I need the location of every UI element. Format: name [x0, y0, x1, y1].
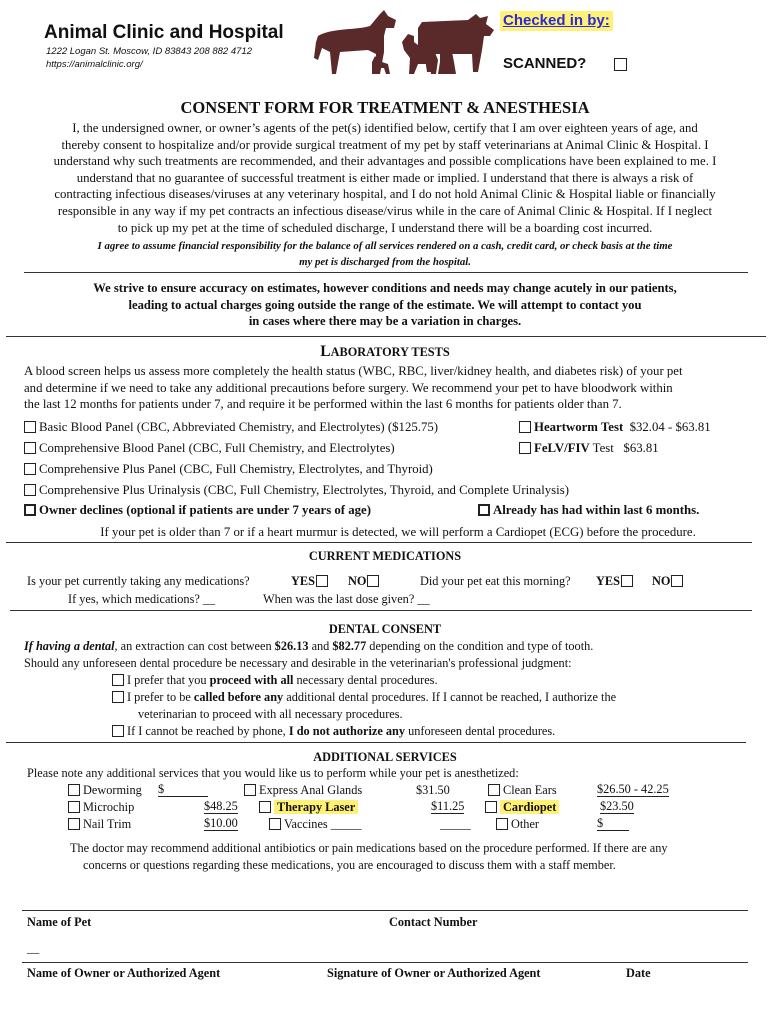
lab-title: LABORATORY TESTS	[320, 343, 450, 360]
which-medications: If yes, which medications? __	[68, 592, 216, 606]
express-glands-option[interactable]: Express Anal Glands	[244, 782, 362, 799]
doctor-note: The doctor may recommend additional antibiotics or pain medications based on the procedure performed. If there are any concerns or questions regarding these medications, you are encouraged to discuss them with a staff member.	[70, 841, 668, 872]
dental-proceed-option[interactable]: I prefer that you proceed with all necessary dental procedures.	[112, 672, 438, 689]
ate-yes[interactable]: YES	[596, 573, 636, 590]
checkbox[interactable]	[24, 504, 36, 516]
checkbox[interactable]	[519, 442, 531, 454]
checkbox[interactable]	[621, 575, 633, 587]
checkbox[interactable]	[519, 421, 531, 433]
microchip-price: $48.25	[204, 799, 238, 813]
clinic-name: Animal Clinic and Hospital	[44, 22, 284, 43]
ate-no[interactable]: NO	[652, 573, 686, 590]
checkbox[interactable]	[367, 575, 379, 587]
checkbox[interactable]	[259, 801, 271, 813]
microchip-option[interactable]: Microchip	[68, 799, 134, 816]
blank-field[interactable]: __	[27, 941, 40, 955]
comp-urinalysis-option[interactable]: Comprehensive Plus Urinalysis (CBC, Full Chemistry, Electrolytes, Thyroid, and Complete Urinalysis)	[24, 482, 569, 499]
last-dose: When was the last dose given? __	[263, 592, 430, 606]
cardiopet-price: $23.50	[600, 799, 634, 813]
clinic-website[interactable]: https://animalclinic.org/	[46, 59, 143, 70]
dental-title: DENTAL CONSENT	[328, 622, 442, 636]
divider	[6, 742, 746, 743]
checkbox[interactable]	[68, 801, 80, 813]
signature-line	[22, 962, 748, 963]
checkbox[interactable]	[485, 801, 497, 813]
cardiopet-option[interactable]: Cardiopet	[485, 799, 559, 816]
checkbox[interactable]	[316, 575, 328, 587]
checkbox[interactable]	[112, 674, 124, 686]
checkbox[interactable]	[24, 421, 36, 433]
checkbox[interactable]	[112, 725, 124, 737]
checkbox[interactable]	[24, 463, 36, 475]
checkbox[interactable]	[24, 484, 36, 496]
checkbox[interactable]	[112, 691, 124, 703]
medications-yes[interactable]: YES	[291, 573, 331, 590]
dental-intro: If having a dental, an extraction can cost between $26.13 and $82.77 depending on the condition and type of tooth.	[24, 639, 594, 653]
therapy-laser-option[interactable]: Therapy Laser	[259, 799, 358, 816]
clean-ears-price: $26.50 - 42.25	[597, 782, 669, 796]
signature-line	[22, 910, 748, 911]
checkbox[interactable]	[496, 818, 508, 830]
owner-declines-option[interactable]: Owner declines (optional if patients are under 7 years of age)	[24, 502, 371, 519]
financial-responsibility: I agree to assume financial responsibility for the balance of all services rendered on a cash, credit card, or check basis at the time my pet is discharged from the hospital.	[97, 240, 673, 268]
other-price: $	[597, 816, 629, 831]
dental-call-option-cont: veterinarian to proceed with all necessary procedures.	[138, 707, 403, 721]
checkbox[interactable]	[478, 504, 490, 516]
checkbox[interactable]	[68, 818, 80, 830]
consent-text: I, the undersigned owner, or owner’s agents of the pet(s) identified below, certify that I am over eighteen years of age, and thereby consent to hospitalize and/or provide surgical treatment of my pet by staff veterinarians at Animal Clinic & Hospital. I understand why such treatments are recommended, and their advantages and possible complications have been explained to me. I understand that no guarantee of successful treatment is either made or implied. I understand that there is always a risk of contracting infectious diseases/viruses at any veterinary hospital, and I do not hold Animal Clinic & Hospital liable or financially responsible in any way if my pet contracts an infectious disease/virus while in the care of Animal Clinic & Hospital. If I neglect to pick up my pet at the time of scheduled discharge, I understand there will be a boarding cost incurred.	[53, 121, 717, 235]
basic-panel-option[interactable]: Basic Blood Panel (CBC, Abbreviated Chemistry, and Electrolytes) ($125.75)	[24, 419, 438, 436]
cardiopet-note: If your pet is older than 7 or if a heart murmur is detected, we will perform a Cardiopet (ECG) before the procedure.	[100, 525, 696, 539]
vaccines-option[interactable]: Vaccines _____	[269, 816, 362, 833]
medications-question: Is your pet currently taking any medications?	[27, 574, 250, 588]
heartworm-option[interactable]: Heartworm Test $32.04 - $63.81	[519, 419, 711, 436]
other-option[interactable]: Other	[496, 816, 539, 833]
comp-plus-option[interactable]: Comprehensive Plus Panel (CBC, Full Chemistry, Electrolytes, and Thyroid)	[24, 461, 433, 478]
lab-intro: A blood screen helps us assess more completely the health status (WBC, RBC, liver/kidney health, and diabetes risk) of your pet and determine if we need to take any additional precautions before surgery. We recommend your pet to have bloodwork within the last 12 months for patients under 7, and require it be performed within the last 6 months for patients older than 7.	[24, 364, 683, 412]
divider	[6, 542, 752, 543]
additional-intro: Please note any additional services that you would like us to perform while your pet is anesthetized:	[27, 766, 519, 780]
express-glands-price: $31.50	[416, 783, 450, 797]
checkbox[interactable]	[269, 818, 281, 830]
checkbox[interactable]	[24, 442, 36, 454]
pet-name-label: Name of Pet	[27, 915, 92, 929]
date-label: Date	[626, 966, 651, 980]
additional-title: ADDITIONAL SERVICES	[313, 750, 457, 764]
scanned-label: SCANNED?	[503, 55, 587, 72]
animals-logo-icon	[310, 6, 500, 78]
divider	[6, 336, 766, 337]
medications-no[interactable]: NO	[348, 573, 382, 590]
felv-option[interactable]: FeLV/FIV Test $63.81	[519, 440, 659, 457]
ate-question: Did your pet eat this morning?	[420, 574, 571, 588]
consent-title: CONSENT FORM FOR TREATMENT & ANESTHESIA	[180, 98, 590, 117]
clinic-address: 1222 Logan St. Moscow, ID 83843 208 882 4712	[46, 46, 252, 57]
checkbox[interactable]	[488, 784, 500, 796]
owner-signature-label: Signature of Owner or Authorized Agent	[327, 966, 541, 980]
checkbox[interactable]	[244, 784, 256, 796]
divider	[24, 272, 748, 273]
nail-trim-option[interactable]: Nail Trim	[68, 816, 131, 833]
comprehensive-panel-option[interactable]: Comprehensive Blood Panel (CBC, Full Chemistry, and Electrolytes)	[24, 440, 395, 457]
therapy-laser-price: $11.25	[431, 799, 465, 813]
checked-in-label: Checked in by:	[500, 11, 613, 31]
medications-title: CURRENT MEDICATIONS	[308, 549, 462, 563]
nail-trim-price: $10.00	[204, 816, 238, 830]
dental-unforeseen: Should any unforeseen dental procedure be necessary and desirable in the veterinarian's professional judgment:	[24, 656, 572, 670]
owner-name-label: Name of Owner or Authorized Agent	[27, 966, 221, 980]
dental-no-authorize-option[interactable]: If I cannot be reached by phone, I do not authorize any unforeseen dental procedures.	[112, 723, 555, 740]
clean-ears-option[interactable]: Clean Ears	[488, 782, 557, 799]
divider	[10, 610, 752, 611]
dental-call-option[interactable]: I prefer to be called before any additional dental procedures. If I cannot be reached, I authorize the	[112, 689, 616, 706]
contact-number-label: Contact Number	[389, 915, 478, 929]
checkbox[interactable]	[68, 784, 80, 796]
vaccines-price: _____	[440, 817, 471, 831]
scanned-checkbox[interactable]	[614, 58, 627, 71]
checkbox[interactable]	[671, 575, 683, 587]
deworming-price: $	[158, 782, 208, 797]
already-had-option[interactable]: Already has had within last 6 months.	[478, 502, 699, 519]
deworming-option[interactable]: Deworming	[68, 782, 142, 799]
estimate-notice: We strive to ensure accuracy on estimates, however conditions and needs may change acutely in our patients, leading to actual charges going outside the range of the estimate. We will attempt to contact you in cases where there may be a variation in charges.	[93, 281, 677, 329]
